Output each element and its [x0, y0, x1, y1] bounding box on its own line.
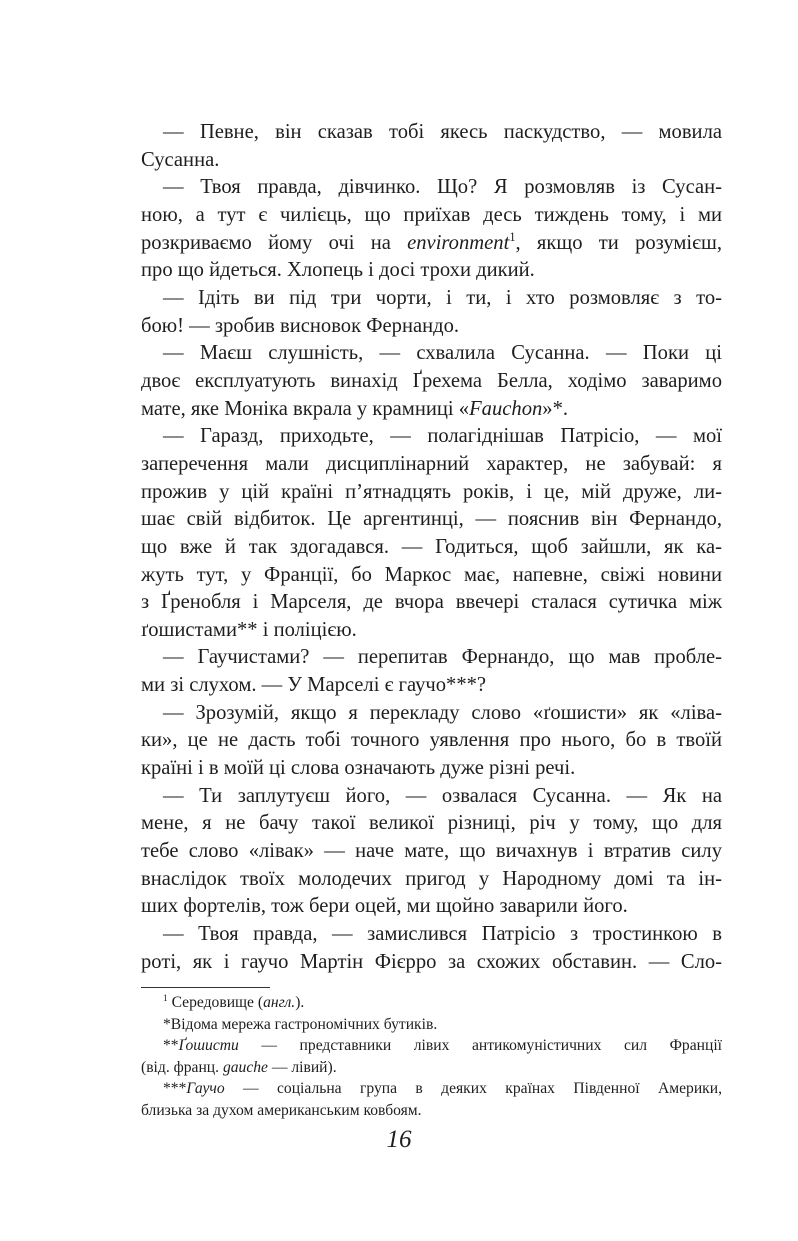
- footnote-line: [141, 1078, 722, 1100]
- text-line: [141, 119, 722, 147]
- footnote-marker: 1: [509, 229, 516, 244]
- text-line: [141, 783, 722, 811]
- text-segment: мате, яке Моніка вкрала у крамниці «: [141, 397, 470, 420]
- text-segment: — Твоя правда, — замислився Патрісіо з тростинкою в: [163, 923, 722, 946]
- text-segment: — представники лівих антикомуністичних сил Франції: [238, 1037, 722, 1054]
- text-segment: — Зрозумій, якщо я перекладу слово «ґошисти» як «ліва-: [163, 701, 722, 724]
- footnotes: [141, 992, 722, 1121]
- text-segment: прожив у цій країні п’ятнадцять років, і це, мій друже, ли-: [141, 480, 722, 503]
- text-line: [141, 700, 722, 728]
- text-segment: мене, я не бачу такої великої різниці, річ у тому, що для: [141, 812, 722, 835]
- text-line: [141, 423, 722, 451]
- text-segment: , якщо ти розумієш,: [515, 231, 723, 254]
- text-segment: »*.: [542, 397, 569, 420]
- text-segment: двоє експлуатують винахід Ґрехема Белла, ходімо заваримо: [141, 369, 722, 392]
- text-line: [141, 451, 722, 479]
- text-line: [141, 340, 722, 368]
- footnote-line: [141, 1100, 722, 1122]
- text-segment: заперечення мали дисциплінарний характер, не забувай: я: [141, 452, 722, 475]
- text-segment: ших фортелів, тож бери оцей, ми щойно заварили його.: [141, 895, 628, 918]
- text-segment: ми зі слухом. — У Марселі є гаучо***?: [141, 674, 487, 697]
- text-segment: — Гаразд, приходьте, — полагіднішав Патрісіо, — мої: [163, 425, 722, 448]
- text-segment: тебе слово «лівак» — наче мате, що вичахнув і втратив силу: [141, 840, 722, 863]
- text-segment: що вже й так здогадався. — Годиться, щоб зайшли, як ка-: [141, 535, 722, 558]
- italic-text: Ґошисти: [178, 1037, 239, 1054]
- italic-text: environment: [407, 231, 510, 254]
- text-line: [141, 506, 722, 534]
- italic-text: англ.: [263, 994, 296, 1011]
- text-line: [141, 810, 722, 838]
- text-segment: внаслідок твоїх молодечих пригод у Народному домі та ін-: [141, 867, 722, 890]
- text-line: [141, 230, 722, 258]
- text-line: [141, 396, 722, 424]
- text-line: [141, 893, 722, 921]
- italic-text: gauche: [222, 1058, 268, 1076]
- text-segment: — Твоя правда, дівчинко. Що? Я розмовляв із Сусан-: [163, 176, 722, 199]
- footnote-marker: 1: [163, 993, 168, 1004]
- text-segment: *Відома мережа гастрономічних бутиків.: [163, 1015, 438, 1033]
- text-segment: Сусанна.: [141, 148, 220, 171]
- text-segment: ки», це не дасть тобі точного уявлення про нього, бо в твоїй: [141, 729, 722, 752]
- text-line: [141, 672, 722, 700]
- footnote-line: [141, 1035, 722, 1057]
- text-segment: — Певне, він сказав тобі якесь паскудство, — мовила: [163, 121, 722, 143]
- text-segment: близька за духом американським ковбоям.: [141, 1101, 422, 1119]
- text-segment: — Ти заплутуєш його, — озвалася Сусанна. — Як на: [163, 784, 722, 807]
- text-segment: — лівий).: [267, 1058, 337, 1076]
- text-segment: роті, як і гаучо Мартін Фієрро за схожих обставин. — Сло-: [141, 950, 722, 973]
- text-line: [141, 755, 722, 783]
- italic-text: Гаучо: [186, 1080, 225, 1097]
- text-segment: Середовище (: [167, 994, 264, 1011]
- footnote-separator: [141, 987, 270, 988]
- text-segment: ).: [295, 994, 305, 1011]
- text-line: [141, 838, 722, 866]
- text-line: [141, 921, 722, 949]
- text-segment: бою! — зробив висновок Фернандо.: [141, 314, 460, 337]
- text-line: [141, 562, 722, 590]
- text-line: [141, 534, 722, 562]
- text-line: [141, 949, 722, 977]
- body-text: [141, 119, 722, 976]
- text-line: [141, 644, 722, 672]
- text-line: [141, 368, 722, 396]
- italic-text: Fauchon: [469, 397, 543, 420]
- text-line: [141, 285, 722, 313]
- text-line: [141, 257, 722, 285]
- text-line: [141, 147, 722, 175]
- text-line: [141, 202, 722, 230]
- text-segment: — Маєш слушність, — схвалила Сусанна. — Поки ці: [163, 342, 722, 365]
- text-line: [141, 866, 722, 894]
- text-line: [141, 617, 722, 645]
- text-segment: країні і в моїй ці слова означають дуже різні речі.: [141, 757, 576, 780]
- text-line: [141, 174, 722, 202]
- text-line: [141, 313, 722, 341]
- text-segment: — Гаучистами? — перепитав Фернандо, що мав пробле-: [163, 646, 722, 669]
- text-segment: — соціальна група в деяких країнах Південної Америки,: [224, 1080, 722, 1097]
- text-segment: ґошистами** і поліцією.: [141, 618, 357, 641]
- page-number: 16: [386, 1126, 412, 1153]
- text-segment: **: [163, 1037, 179, 1054]
- text-line: [141, 479, 722, 507]
- footnote-line: [141, 1057, 722, 1079]
- text-segment: — Ідіть ви під три чорти, і ти, і хто розмовляє з то-: [163, 286, 722, 309]
- text-segment: (від. франц.: [141, 1058, 223, 1076]
- footnote-line: [141, 1014, 722, 1036]
- text-segment: ***: [163, 1080, 187, 1097]
- text-segment: про що йдеться. Хлопець і досі трохи дикий.: [141, 259, 535, 282]
- text-segment: ною, а тут є чилієць, що приїхав десь тиждень тому, і ми: [141, 203, 722, 226]
- footnote-line: [141, 992, 722, 1014]
- text-line: [141, 589, 722, 617]
- text-segment: з Ґренобля і Марселя, де вчора ввечері сталася сутичка між: [141, 591, 722, 614]
- text-segment: розкриваємо йому очі на: [141, 231, 408, 254]
- text-segment: шає свій відбиток. Це аргентинці, — пояснив він Фернандо,: [141, 508, 722, 531]
- text-line: [141, 727, 722, 755]
- text-segment: жуть тут, у Франції, бо Маркос має, напевне, свіжі новини: [141, 563, 722, 586]
